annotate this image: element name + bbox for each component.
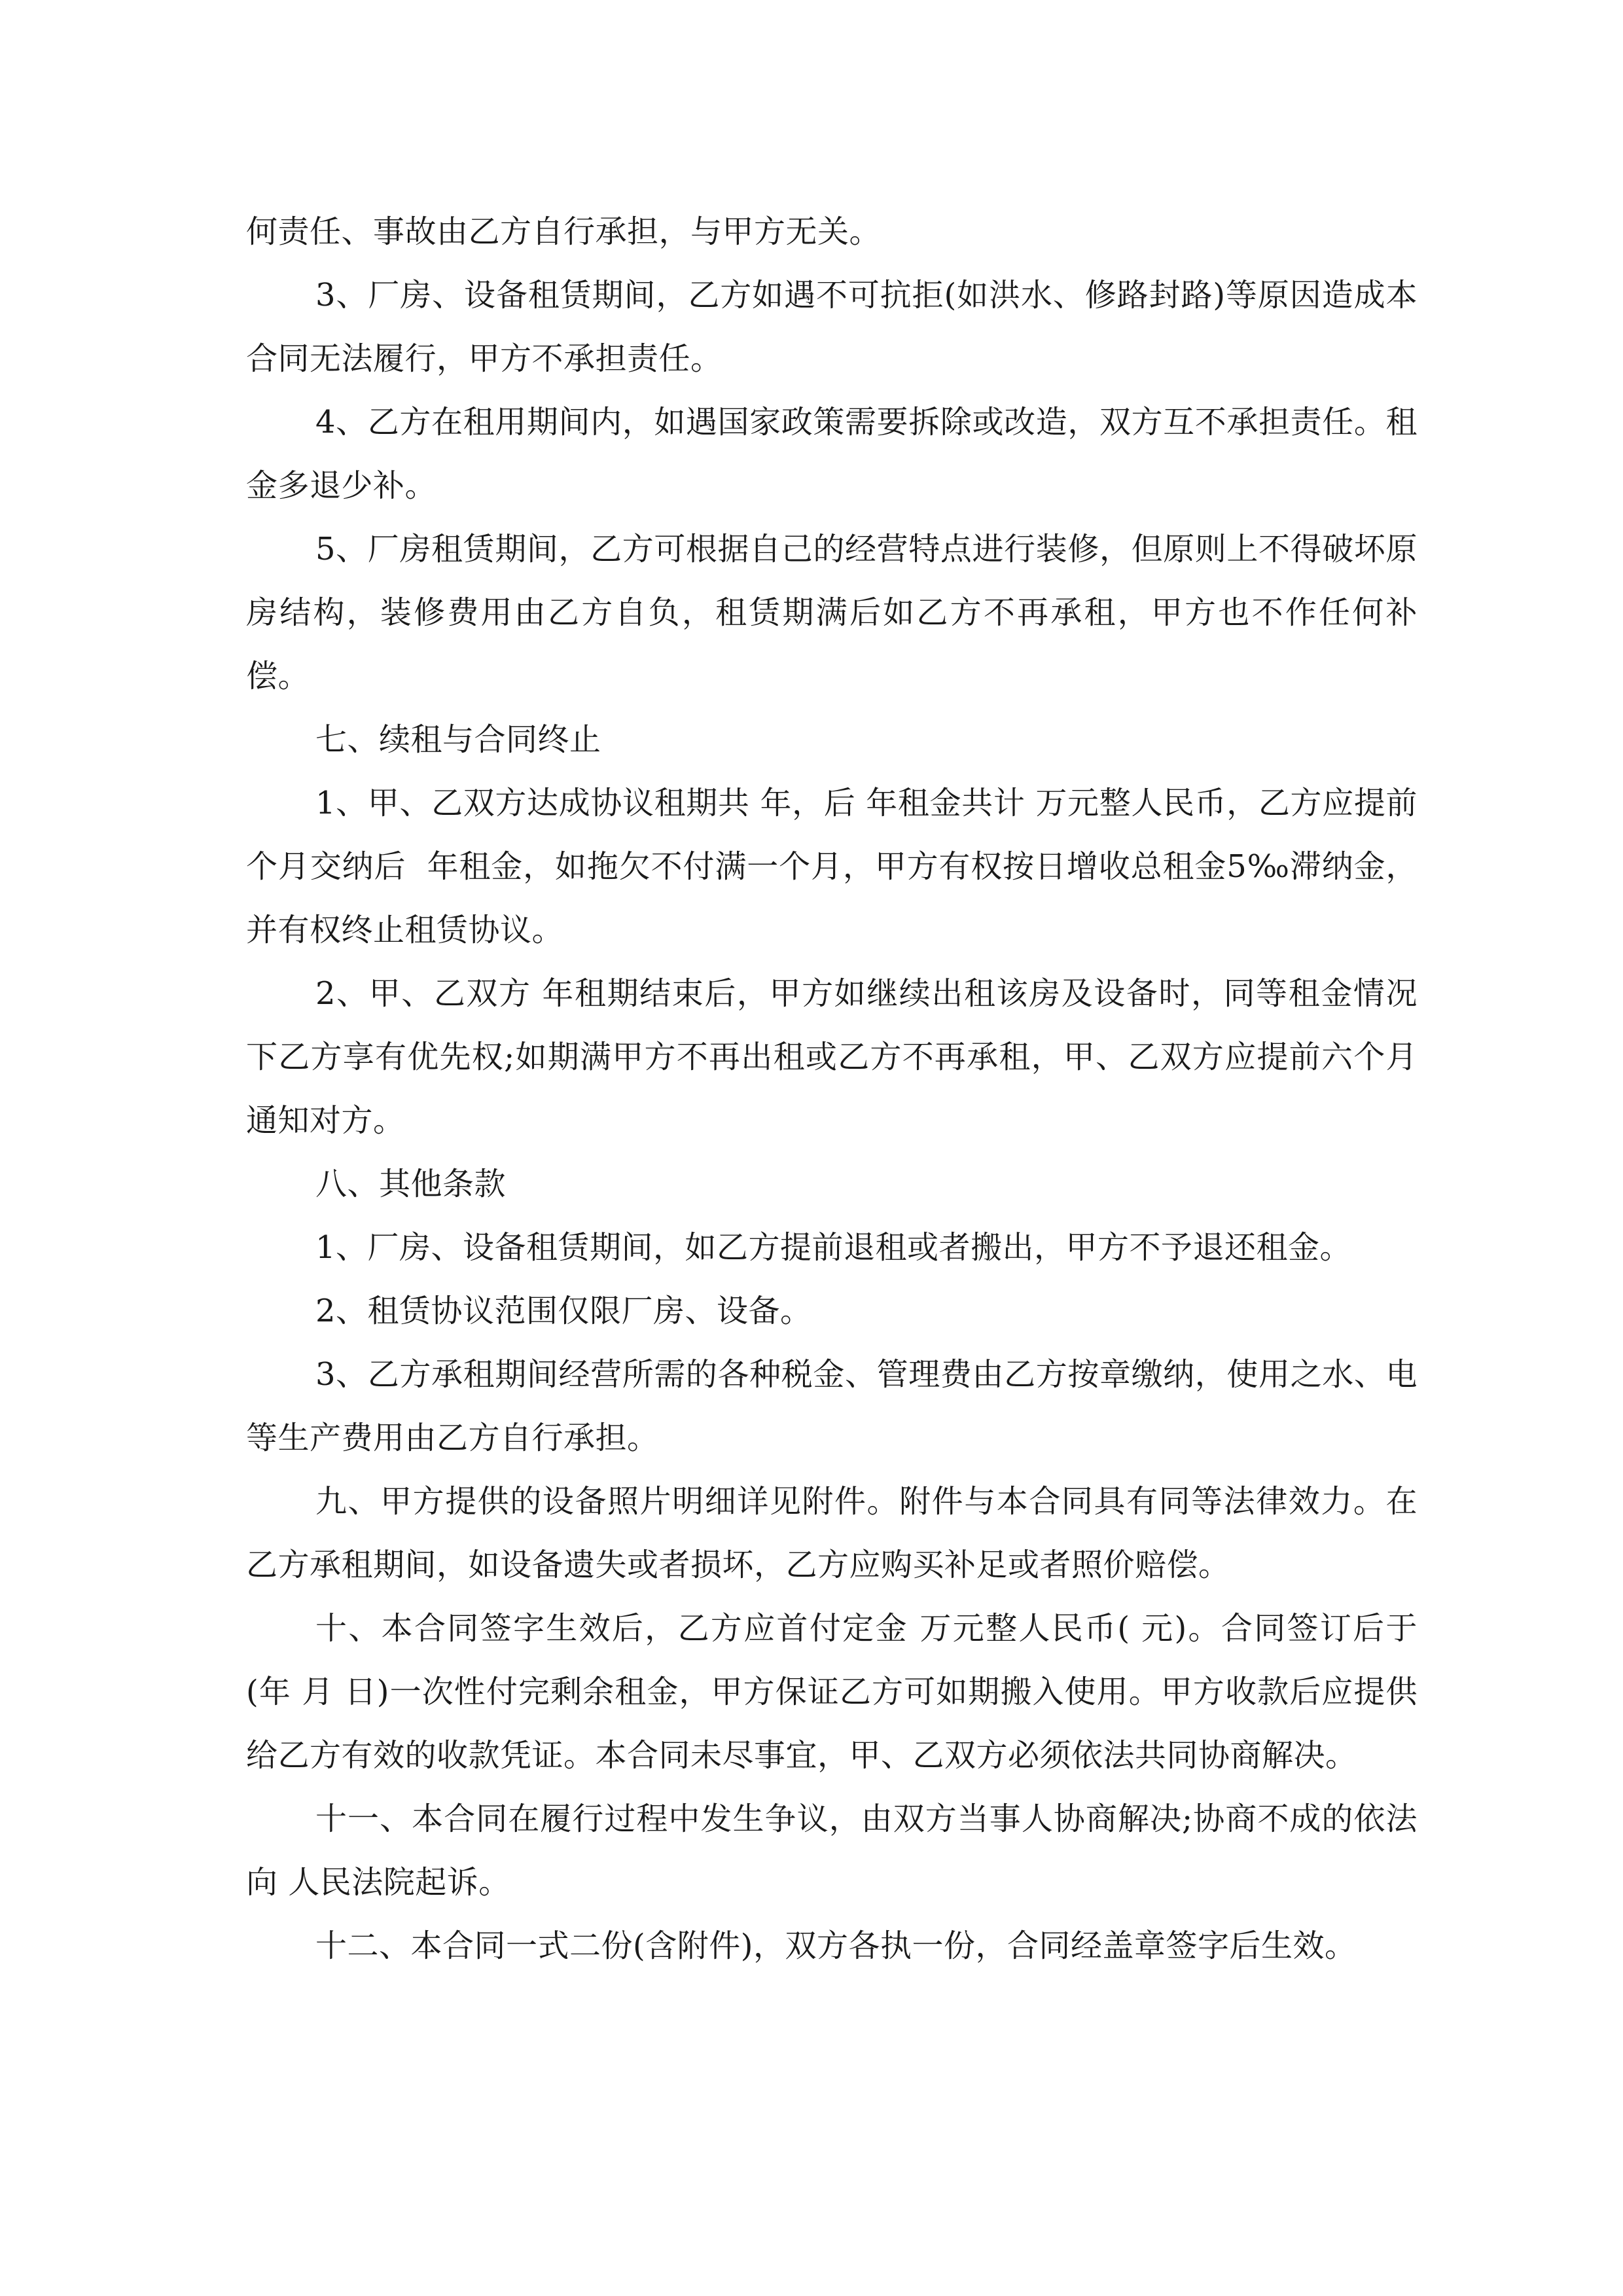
- paragraph-scope: 2、租赁协议范围仅限厂房、设备。: [315, 1293, 812, 1329]
- paragraph-early-termination: 1、厂房、设备租赁期间，如乙方提前退租或者搬出，甲方不予退还租金。: [315, 1229, 1352, 1266]
- paragraph-renewal-terms: 1、甲、乙双方达成协议租期共 年，后 年租金共计 万元整人民币，乙方应提前 个月交纳后 年租金，如拖欠不付满一个月，甲方有权按日增收总租金5‰滞纳金，并有权终止租赁协议。: [246, 785, 1438, 948]
- paragraph-priority-right: 2、甲、乙双方 年租期结束后，甲方如继续出租该房及设备时，同等租金情况下乙方享有优先权;如期满甲方不再出租或乙方不再承租，甲、乙双方应提前六个月通知对方。: [246, 975, 1418, 1139]
- paragraph-equipment-appendix: 九、甲方提供的设备照片明细详见附件。附件与本合同具有同等法律效力。在乙方承租期间，如设备遗失或者损坏，乙方应购买补足或者照价赔偿。: [246, 1483, 1418, 1583]
- paragraph-force-majeure: 3、厂房、设备租赁期间，乙方如遇不可抗拒(如洪水、修路封路)等原因造成本合同无法履行，甲方不承担责任。: [246, 277, 1418, 377]
- paragraph-deposit-payment: 十、本合同签字生效后，乙方应首付定金 万元整人民币( 元)。合同签订后于(年 月 日)一次性付完剩余租金，甲方保证乙方可如期搬入使用。甲方收款后应提供给乙方有效的收款凭证。本合同未尽事宜，甲、乙双方必须依法共同协商解决。: [246, 1610, 1418, 1774]
- document-body: [246, 200, 1438, 1978]
- paragraph-liability-continuation: 何责任、事故由乙方自行承担，与甲方无关。: [246, 213, 882, 250]
- paragraph-renovation: 5、厂房租赁期间，乙方可根据自己的经营特点进行装修，但原则上不得破坏原房结构，装修费用由乙方自负，租赁期满后如乙方不再承租，甲方也不作任何补偿。: [246, 531, 1418, 694]
- paragraph-copies-effect: 十二、本合同一式二份(含附件)，双方各执一份，合同经盖章签字后生效。: [315, 1928, 1357, 1964]
- paragraph-taxes-utilities: 3、乙方承租期间经营所需的各种税金、管理费由乙方按章缴纳，使用之水、电等生产费用由乙方自行承担。: [246, 1356, 1418, 1456]
- section-heading-renewal: 七、续租与合同终止: [315, 721, 601, 758]
- paragraph-disputes: 十一、本合同在履行过程中发生争议，由双方当事人协商解决;协商不成的依法向 人民法院起诉。: [246, 1801, 1418, 1901]
- paragraph-policy-demolition: 4、乙方在租用期间内，如遇国家政策需要拆除或改造，双方互不承担责任。租金多退少补。: [246, 404, 1418, 504]
- section-heading-other-terms: 八、其他条款: [315, 1166, 507, 1202]
